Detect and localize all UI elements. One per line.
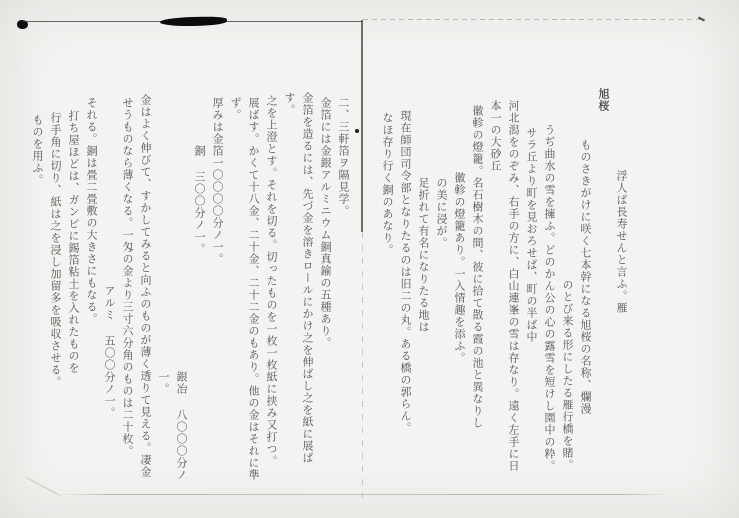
text-column: 二、三軒箔ヲ隔見学。 <box>337 97 350 217</box>
scan-artifact-top-line-right <box>363 19 701 20</box>
text-column: 金箔には金銀アルミニウム銅真鍮の五種あり。 <box>319 97 332 349</box>
text-column: 展ばす。かくて十八金、二十金、二十二金のもあり。他の金はそれに準ず。 <box>229 97 260 481</box>
text-column: それる。銅は畳二畳敷の大きさにもなる。 <box>85 97 98 325</box>
text-column: ものを用ふ。 <box>31 114 44 186</box>
page-bottom-edge-line <box>58 494 670 495</box>
text-column: 徽軫の燈籠。名石樹木の間、彼に拾て散る霞の池と異なりし <box>471 105 484 429</box>
page-fold-line-faint <box>362 232 363 500</box>
text-column: 之を上澄とす。それを切る。切ったものを一枚一枚紙に挟み又打つ。 <box>265 95 278 467</box>
text-column: 打ち屋ほどは、ガンピに錫箔粘土を入れたものを <box>67 110 80 374</box>
text-column: アルミ 五〇〇分ノ一。 <box>103 285 116 419</box>
text-column: 浮人ば長寿せんと言ふ。雁 <box>615 170 628 314</box>
text-column: 金箔を造るには、先づ金を溶きロールにかけ之を伸ばし之を紙に展ばす。 <box>283 92 314 464</box>
text-column: の美に浸が。 <box>435 177 448 249</box>
text-column: せうものなら薄くなる。一匁の金より三寸六分角のものは二十枚。 <box>121 97 134 457</box>
text-column: 河北潟をのぞみ、右手の方に、白山連峯の雪は存なり。遠く左手に日本一の大砂丘 <box>489 100 520 472</box>
text-column: サラ丘より町を見おろせば、町の半ば中 <box>525 127 538 343</box>
text-column: なほ存り行く銅のあなり。 <box>381 112 394 256</box>
text-column: 銅 三〇〇分ノ一。 <box>193 145 206 255</box>
page-title: 旭桜 <box>597 88 610 112</box>
page-fold-line <box>361 20 363 232</box>
text-column: 行手角に切り、紙は之を浸し加留多を吸収させる。 <box>49 112 62 388</box>
text-column: 現在師団司令部となりたるのは旧二の丸。ある橋の郭らん。 <box>399 110 412 434</box>
ink-dot <box>355 129 359 133</box>
scan-artifact-top-blob-mid <box>160 16 227 27</box>
text-column: うぢ曲水の雪を擁ふ。どのかん公の心の露雪を短けし園中の粋。 <box>543 124 556 472</box>
text-column: 銀冶 八〇〇〇分ノ一。 <box>157 371 188 481</box>
text-column: ものさきがけに咲く七本幹になる旭桜の名称、爛漫 <box>579 139 592 415</box>
text-column: 金はよく伸びて、すかしてみると向ふのものが薄く透りて見える。凄金 <box>139 94 152 478</box>
scan-artifact-end-tick <box>698 16 705 21</box>
text-column: 徽軫の燈籠あり。一入情趣を添ふ。 <box>453 172 466 364</box>
text-column: のとび来る形にしたる雁行橋を賭。 <box>561 279 574 471</box>
text-column: 足折れて有名になりたる地は <box>417 177 430 333</box>
text-column: 厚みは金箔一〇〇〇〇分ノ一。 <box>211 97 224 265</box>
page-left <box>31 86 352 484</box>
page-right <box>372 84 630 482</box>
